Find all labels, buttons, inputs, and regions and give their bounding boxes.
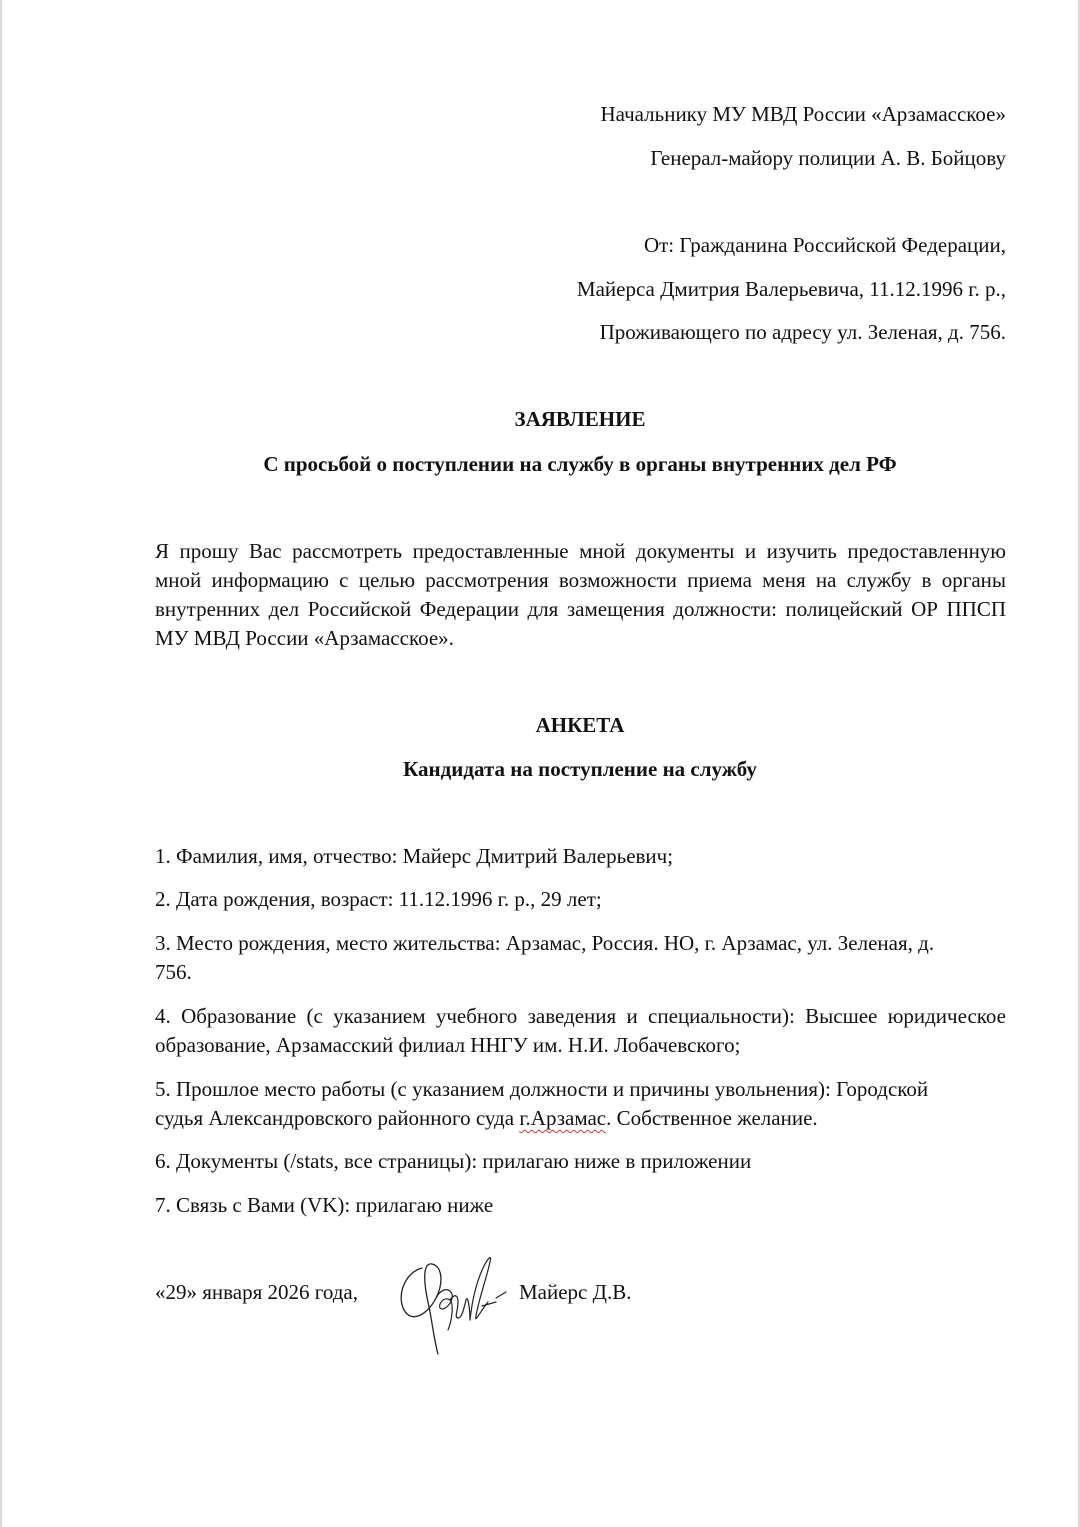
statement-subtitle: С просьбой о поступлении на службу в органы внутренних дел РФ (263, 452, 897, 476)
item-5-text: 5. Прошлое место работы (с указанием должности и причины увольнения): Городской судья Александровского районного суда (155, 1077, 929, 1130)
questionnaire-item-4: 4. Образование (с указанием учебного заведения и специальности): Высшее юридическое образование, Арзамасский филиал ННГУ им. Н.И. Лобачевского; (155, 1004, 1006, 1057)
statement-body: Я прошу Вас рассмотреть предоставленные мной документы и изучить предоставленную мной информацию с целью рассмотрения возможности приема меня на службу в органы внутренних дел Российской Федерации для замещения должности: полицейский ОР ППСП МУ МВД России «Арзамасское». (155, 539, 1006, 650)
signature-date: «29» января 2026 года, (155, 1280, 359, 1304)
questionnaire-item-3: 3. Место рождения, место жительства: Арзамас, Россия. НО, г. Арзамас, ул. Зеленая, д. 756. (155, 931, 935, 984)
handwritten-signature (392, 1250, 510, 1362)
sender-line-2: Майерса Дмитрия Валерьевича, 11.12.1996 г. р., (576, 277, 1006, 301)
questionnaire-subtitle: Кандидата на поступление на службу (403, 757, 757, 781)
item-5-text-end: . Собственное желание. (606, 1106, 818, 1130)
questionnaire-title: АНКЕТА (535, 713, 625, 737)
sender-line-1: От: Гражданина Российской Федерации, (643, 233, 1006, 257)
signature-name: Майерс Д.В. (519, 1280, 632, 1304)
questionnaire-item-2: 2. Дата рождения, возраст: 11.12.1996 г. р., 29 лет; (155, 887, 602, 911)
page-border-left (0, 0, 2, 1527)
statement-title: ЗАЯВЛЕНИЕ (514, 407, 646, 431)
questionnaire-item-1: 1. Фамилия, имя, отчество: Майерс Дмитрий Валерьевич; (155, 844, 674, 868)
questionnaire-item-5 (155, 1075, 975, 1133)
recipient-line-1: Начальнику МУ МВД России «Арзамасское» (600, 102, 1006, 126)
recipient-line-2: Генерал-майору полиции А. В. Бойцову (650, 146, 1006, 170)
spellcheck-flagged-word[interactable]: г.Арзамас (519, 1106, 607, 1130)
questionnaire-item-6: 6. Документы (/stats, все страницы): прилагаю ниже в приложении (155, 1149, 752, 1173)
sender-line-3: Проживающего по адресу ул. Зеленая, д. 756. (599, 320, 1006, 344)
questionnaire-item-7: 7. Связь с Вами (VK): прилагаю ниже (155, 1193, 494, 1217)
